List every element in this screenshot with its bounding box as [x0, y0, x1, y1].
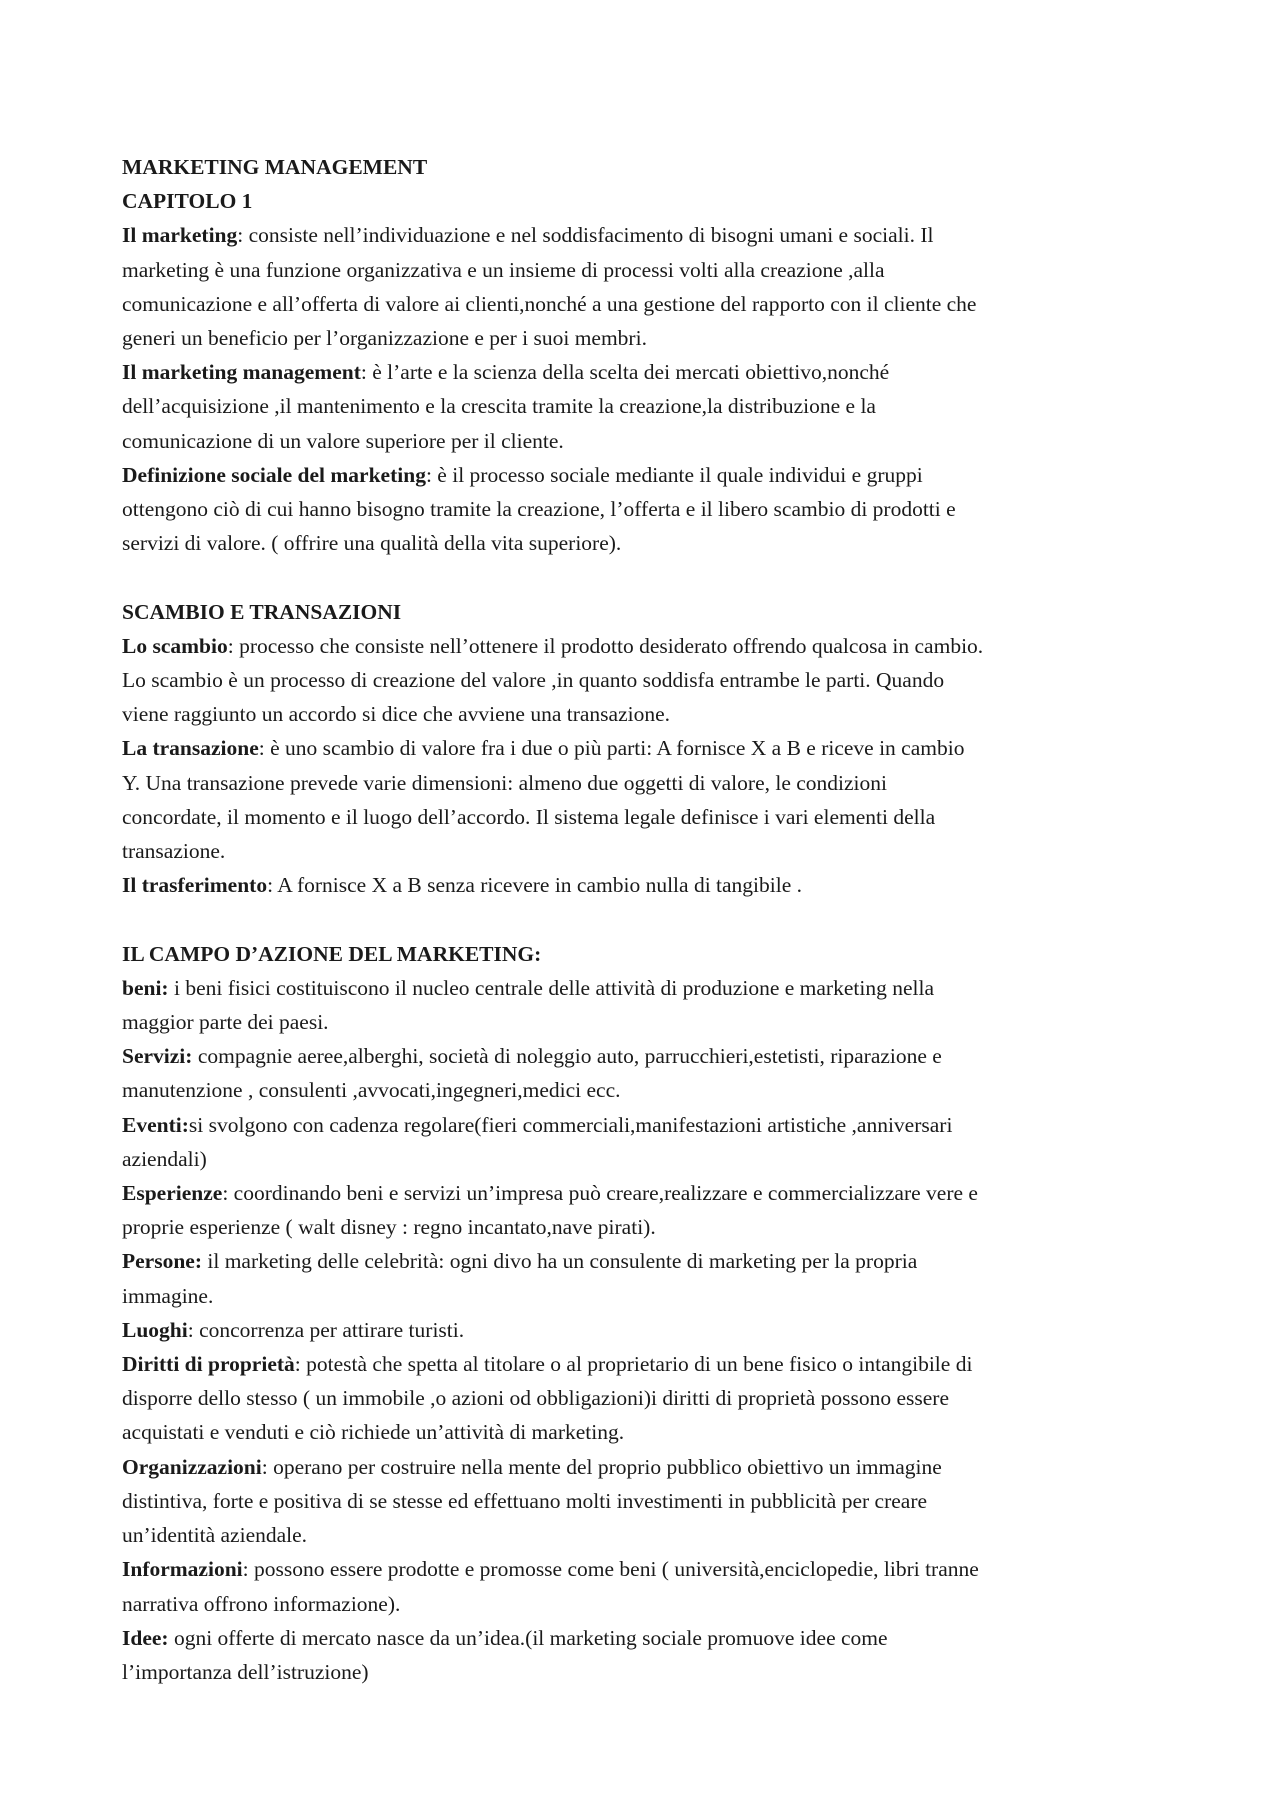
definition-text: si svolgono con cadenza regolare(fieri commerciali,manifestazioni artistiche ,anniversari — [188, 1112, 953, 1137]
paragraph-line — [122, 1621, 1182, 1655]
definition-text: concordate, il momento e il luogo dell’accordo. Il sistema legale definisce i vari elementi della — [122, 804, 936, 829]
definition-text: Lo scambio è un processo di creazione del valore ,in quanto soddisfa entrambe le parti. Quando — [122, 668, 945, 693]
paragraph-line — [122, 1518, 1182, 1552]
paragraph-line — [122, 1279, 1182, 1313]
paragraph-line — [122, 1005, 1182, 1039]
definition-text: maggior parte dei paesi. — [122, 1010, 329, 1035]
definition-text: proprie esperienze ( walt disney : regno incantato,nave pirati). — [122, 1215, 656, 1240]
section-spacer — [122, 560, 1182, 594]
definition-text: generi un beneficio per l’organizzazione e per i suoi membri. — [122, 326, 647, 351]
definition-text: : è l’arte e la scienza della scelta dei mercati obiettivo,nonché — [360, 360, 890, 385]
chapter-heading: CAPITOLO 1 — [122, 189, 253, 214]
paragraph-line — [122, 1381, 1182, 1415]
definition-term: Esperienze — [122, 1181, 223, 1206]
definition-term: Lo scambio — [122, 633, 228, 658]
definition-text: il marketing delle celebrità: ogni divo ha un consulente di marketing per la propria — [202, 1249, 918, 1274]
definition-text: : concorrenza per attirare turisti. — [187, 1317, 465, 1342]
definition-text: dell’acquisizione ,il mantenimento e la crescita tramite la creazione,la distribuzione e la — [122, 394, 876, 419]
paragraph-line — [122, 1108, 1182, 1142]
definition-text: l’importanza dell’istruzione) — [122, 1659, 369, 1684]
definition-text: : operano per costruire nella mente del proprio pubblico obiettivo un immagine — [261, 1454, 942, 1479]
paragraph-line — [122, 1587, 1182, 1621]
section-heading: IL CAMPO D’AZIONE DEL MARKETING: — [122, 941, 542, 966]
definition-text: comunicazione e all’offerta di valore ai clienti,nonché a una gestione del rapporto con il cliente che — [122, 291, 977, 316]
definition-text: transazione. — [122, 839, 226, 864]
definition-text: servizi di valore. ( offrire una qualità della vita superiore). — [122, 531, 622, 556]
definition-term: Persone: — [122, 1249, 202, 1274]
paragraph-line — [122, 663, 1182, 697]
section-heading: SCAMBIO E TRANSAZIONI — [122, 599, 402, 624]
definition-term: Idee: — [122, 1625, 169, 1650]
paragraph-line — [122, 424, 1182, 458]
document-title: MARKETING MANAGEMENT — [122, 155, 428, 179]
paragraph-line — [122, 389, 1182, 423]
definition-text: : coordinando beni e servizi un’impresa può creare,realizzare e commercializzare vere e — [222, 1181, 978, 1206]
definition-term: Informazioni — [122, 1557, 243, 1582]
paragraph-line — [122, 971, 1182, 1005]
definition-text: immagine. — [122, 1283, 214, 1308]
paragraph-line — [122, 321, 1182, 355]
definition-text: acquistati e venduti e ciò richiede un’attività di marketing. — [122, 1420, 625, 1445]
document-body — [122, 218, 1182, 1689]
definition-text: ogni offerte di mercato nasce da un’idea.(il marketing sociale promuove idee come — [168, 1625, 888, 1650]
document-page — [122, 150, 1182, 1689]
paragraph-line — [122, 1176, 1182, 1210]
definition-term: Definizione sociale del marketing — [122, 462, 426, 487]
paragraph-line — [122, 218, 1182, 252]
paragraph-line — [122, 629, 1182, 663]
definition-text: ottengono ciò di cui hanno bisogno tramite la creazione, l’offerta e il libero scambio di prodotti e — [122, 497, 956, 522]
definition-term: Eventi: — [122, 1112, 189, 1137]
definition-text: viene raggiunto un accordo si dice che avviene una transazione. — [122, 702, 671, 727]
definition-text: disporre dello stesso ( un immobile ,o azioni od obbligazioni)i diritti di proprietà possono essere — [122, 1386, 950, 1411]
paragraph-line — [122, 1484, 1182, 1518]
definition-text: compagnie aeree,alberghi, società di noleggio auto, parrucchieri,estetisti, riparazione e — [192, 1044, 942, 1069]
paragraph-line — [122, 1655, 1182, 1689]
paragraph-line — [122, 1347, 1182, 1381]
definition-text: i beni fisici costituiscono il nucleo centrale delle attività di produzione e marketing nella — [168, 975, 934, 1000]
definition-text: : A fornisce X a B senza ricevere in cambio nulla di tangibile . — [267, 873, 803, 898]
definition-text: aziendali) — [122, 1146, 207, 1171]
definition-text: un’identità aziendale. — [122, 1523, 308, 1548]
definition-text: distintiva, forte e positiva di se stesse ed effettuano molti investimenti in pubblicità per creare — [122, 1488, 928, 1513]
definition-text: comunicazione di un valore superiore per il cliente. — [122, 428, 564, 453]
paragraph-line — [122, 766, 1182, 800]
paragraph-line — [122, 1244, 1182, 1278]
paragraph-line — [122, 355, 1182, 389]
paragraph-line — [122, 253, 1182, 287]
paragraph-line — [122, 1313, 1182, 1347]
paragraph-line — [122, 1142, 1182, 1176]
paragraph-line — [122, 492, 1182, 526]
definition-term: Luoghi — [122, 1317, 188, 1342]
definition-term: Il marketing management — [122, 360, 361, 385]
definition-text: narrativa offrono informazione). — [122, 1591, 401, 1616]
paragraph-line — [122, 731, 1182, 765]
definition-text: marketing è una funzione organizzativa e un insieme di processi volti alla creazione ,alla — [122, 257, 885, 282]
definition-term: Il trasferimento — [122, 873, 268, 898]
definition-text: : potestà che spetta al titolare o al proprietario di un bene fisico o intangibile di — [294, 1352, 973, 1377]
paragraph-line — [122, 1450, 1182, 1484]
definition-text: : processo che consiste nell’ottenere il prodotto desiderato offrendo qualcosa in cambio. — [227, 633, 984, 658]
definition-text: : possono essere prodotte e promosse come beni ( università,enciclopedie, libri tranne — [242, 1557, 979, 1582]
section-spacer — [122, 902, 1182, 936]
definition-term: Diritti di proprietà — [122, 1352, 295, 1377]
paragraph-line — [122, 834, 1182, 868]
definition-term: Servizi: — [122, 1044, 193, 1069]
paragraph-line — [122, 458, 1182, 492]
paragraph-line — [122, 1039, 1182, 1073]
definition-text: : è uno scambio di valore fra i due o più parti: A fornisce X a B e riceve in cambio — [258, 736, 965, 761]
paragraph-line — [122, 1552, 1182, 1586]
definition-text: : è il processo sociale mediante il quale individui e gruppi — [425, 462, 923, 487]
paragraph-line — [122, 1210, 1182, 1244]
definition-text: : consiste nell’individuazione e nel soddisfacimento di bisogni umani e sociali. Il — [237, 223, 934, 248]
paragraph-line — [122, 697, 1182, 731]
definition-term: beni: — [122, 975, 169, 1000]
definition-text: manutenzione , consulenti ,avvocati,ingegneri,medici ecc. — [122, 1078, 621, 1103]
definition-term: Organizzazioni — [122, 1454, 262, 1479]
definition-text: Y. Una transazione prevede varie dimensioni: almeno due oggetti di valore, le condizioni — [122, 770, 888, 795]
definition-term: Il marketing — [122, 223, 238, 248]
paragraph-line — [122, 526, 1182, 560]
paragraph-line — [122, 1073, 1182, 1107]
paragraph-line — [122, 1415, 1182, 1449]
definition-term: La transazione — [122, 736, 259, 761]
paragraph-line — [122, 800, 1182, 834]
paragraph-line — [122, 287, 1182, 321]
paragraph-line — [122, 868, 1182, 902]
